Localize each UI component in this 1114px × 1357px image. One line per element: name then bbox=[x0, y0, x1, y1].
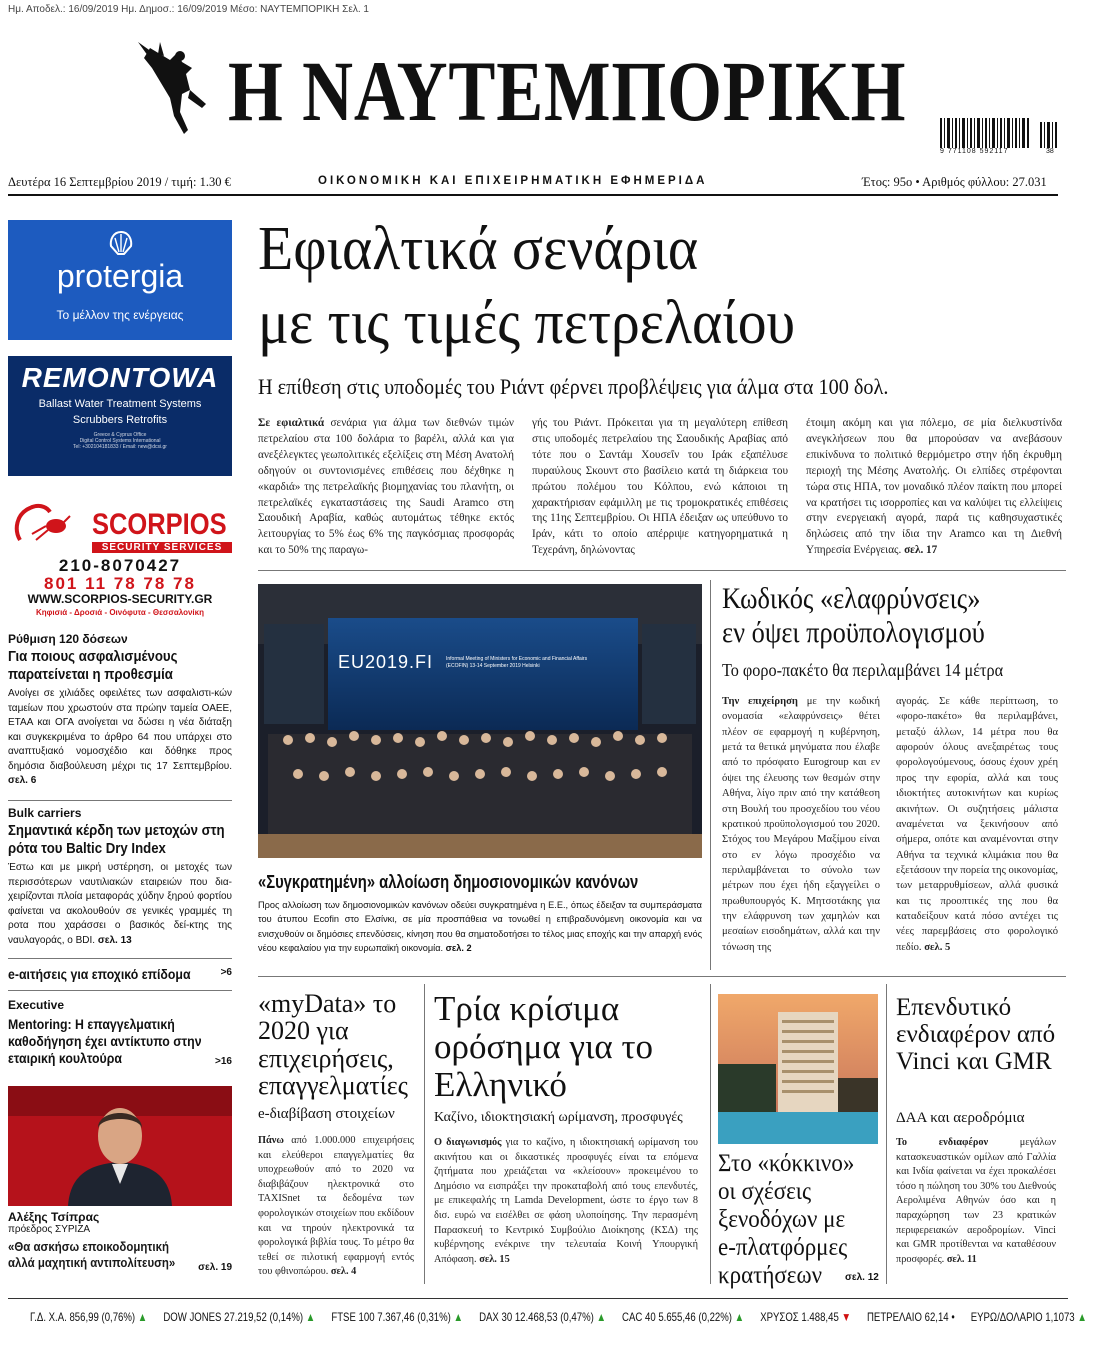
mydata-lead: Πάνω bbox=[258, 1135, 284, 1146]
tagline: ΟΙΚΟΝΟΜΙΚΗ ΚΑΙ ΕΠΙΧΕΙΡΗΜΑΤΙΚΗ ΕΦΗΜΕΡΙΔΑ bbox=[318, 175, 708, 187]
scorpios-ad[interactable] bbox=[8, 496, 232, 626]
bullet-icon: • bbox=[951, 1310, 955, 1324]
remontowa-line5: Tel: +302104181833 / Email: new@dcsi.gr bbox=[73, 444, 167, 450]
hermes-logo bbox=[130, 38, 212, 148]
sidebar-divider bbox=[8, 800, 232, 801]
page-ref: σελ. 11 bbox=[946, 1253, 977, 1265]
page-ref: σελ. 2 bbox=[445, 942, 472, 953]
tria-lead: Ο διαγωνισμός bbox=[434, 1137, 502, 1148]
story-headline: e-αιτήσεις για εποχικό επίδομα bbox=[8, 966, 191, 982]
sidebar-story-4[interactable] bbox=[8, 998, 232, 1066]
ticker-label: CAC 40 bbox=[622, 1310, 656, 1324]
ticker-value: 856,99 (0,76%) bbox=[69, 1310, 136, 1324]
ecofin-screen-title: EU2019.FI bbox=[338, 652, 434, 672]
person-name: Αλέξης Τσίπρας bbox=[8, 1210, 100, 1224]
lead-headline-line2[interactable]: με τις τιμές πετρελαίου bbox=[258, 289, 796, 357]
arrow-up-icon: ▲ bbox=[596, 1310, 607, 1324]
scorpios-phone1: 210-8070427 bbox=[58, 556, 182, 575]
arrow-up-icon: ▲ bbox=[305, 1310, 316, 1324]
story-kicker: Bulk carriers bbox=[8, 806, 82, 820]
scorpios-site: WWW.SCORPIOS-SECURITY.GR bbox=[27, 592, 213, 606]
barcode-suffix: 38 bbox=[1046, 148, 1054, 155]
codex-col2-text: αγοράς. Σε κάθε περίπτωση, το «φορο-πακέτο» θα περιλαμβάνει, μεταξύ άλλων, 14 μέτρα που θα αφορούν όλους ανεξαιρέτως τους φορολογούμενους, όσους έχουν χρέη προς την εφορία, αλλά και τους ιδιοκτήτες αυτοκινήτων και κυρίως ακινήτων. Οι συζητήσεις μάλιστα αναμένεται να ξεκινήσουν από σήμερα, οπότε και αναμένονται στην Αθήνα τα τεχνικά κλιμάκια που θα εξετάσουν την πορεία της οικονομίας, των μεταρρυθμίσεων, αλλά φυσικά και τις προοπτικές της που θα καταδείξουν κατά πόσο αντέχει τις νέες παρεμβάσεις στο φορολογικό πεδίο. bbox=[896, 696, 1058, 953]
protergia-brand: protergia bbox=[56, 258, 184, 294]
ticker-item bbox=[971, 1310, 1087, 1324]
page-ref: >16 bbox=[215, 1056, 232, 1067]
sidebar-story-2[interactable] bbox=[8, 806, 232, 948]
remontowa-ad[interactable] bbox=[8, 356, 232, 476]
lead-col2-text: γής του Ριάντ. Πρόκειται για τη μεγαλύτερη επίθεση στις υποδομές πετρελαίου της Σαουδικής Αραβίας από τότε που ο Σαντάμ Χουσεΐν του Ιράκ εξαπέλυσε πυραύλους Σκουντ στο βασίλειο κατά τη διάρκεια του πρώτου πολέμου του Κόλπου, ενώ κάποιοι τη χαρακτήρισαν εφάμιλλη με τις τρομοκρατικές επιθέσεις της 11ης Σεπτεμβρίου. Οι ΗΠΑ έδειξαν ως υπεύθυνο το Ιράν, κάτι το οποίο απέρριψε κατηγορηματικά η Τεχεράνη, δηλώνοντας bbox=[532, 417, 788, 557]
codex-col1-text: με την κωδική ονομασία «ελαφρύνσεις» θέτει πλέον σε εφαρμογή η κυβέρνηση, μετά τα θετικά μηνύματα που έλαβε από το πρόσφατο Eurogroup και εν όψει της έλευσης των θεσμών στην Αθήνα, λίγο πριν από την κατάθεση στη Βουλή του προσχεδίου του νέου κρατικού προϋπολογισμού του 2020. Στόχος του Μεγάρου Μαξίμου είναι στο εν λόγω προσχέδιο να περιλαμβάνεται το σύνολο των μέτρων που έχει ήδη εξαγγείλει ο πρωθυπουργός Κ. Μητσοτάκης για την ελάφρυνση των χαμηλών και μεσαίων εισοδημάτων, αλλά και την τόνωση της bbox=[722, 696, 880, 953]
remontowa-brand: REMONTOWA bbox=[21, 362, 219, 393]
story-text: Ανοίγει σε χιλιάδες οφειλέτες των ασφαλιστι-κών ταμείων που χρωστούν στα πρώην ταμεία ΟΑΕΕ, ΕΤΑΑ και ΟΓΑ ανοίγεται να δώσει η νέα διάταξη και συγκεκριμένα το άρθρο 64 που υπάρχει στο αναπτυξιακό νομοσχέδιο και δόθηκε προς δημόσια διαβούλευση μέχρι τις 17 Σεπτεμβρίου. bbox=[8, 688, 232, 772]
story-kicker: Executive bbox=[8, 998, 65, 1012]
ticker-label: Γ.Δ. Χ.Α. bbox=[30, 1310, 67, 1324]
clipping-info: Ημ. Αποδελ.: 16/09/2019 Ημ. Δημοσ.: 16/09/2019 Μέσο: ΝΑΥΤΕΜΠΟΡΙΚΗ Σελ. 1 bbox=[8, 4, 369, 15]
column-divider bbox=[424, 984, 425, 1284]
remontowa-line3: Greece & Cyprus Office bbox=[93, 432, 147, 438]
tsipras-photo bbox=[8, 1086, 232, 1206]
page-ref: >6 bbox=[220, 967, 232, 978]
mydata-headline[interactable]: «myData» το 2020 για επιχειρήσεις, επαγγελματίες bbox=[258, 989, 408, 1100]
ticker-label: ΠΕΤΡΕΛΑΙΟ bbox=[866, 1310, 922, 1324]
ticker-item bbox=[622, 1310, 744, 1324]
ticker-label: DOW JONES bbox=[163, 1310, 222, 1324]
scorpios-cities: Κηφισιά - Δροσιά - Οινόφυτα - Θεσσαλονίκη bbox=[35, 608, 205, 617]
ticker-label: DAX 30 bbox=[479, 1310, 513, 1324]
codex-subtitle: Το φορο-πακέτο θα περιλαμβάνει 14 μέτρα bbox=[722, 660, 1004, 680]
page-ref: σελ. 5 bbox=[924, 941, 951, 953]
mydata-text: από 1.000.000 επιχειρήσεις και ελεύθεροι επαγγελματίες θα υποχρεωθούν από το 2020 να διαβιβάζουν ηλεκτρονικά στο TAXISnet τα δεδομένα των φορολογικών στοιχείων που εκδίδουν και να τηρούν ηλεκτρονικά τα φορολογικά βιβλία τους. Το μέτρο θα τεθεί σε πιλοτική εφαρμογή εντός του φθινοπώρου. bbox=[258, 1135, 414, 1278]
tria-headline[interactable]: Τρία κρίσιμα ορόσημα για το Ελληνικό bbox=[434, 989, 654, 1104]
lead-col1-text: σενάρια για άλμα των διεθνών τιμών πετρελαίου στα 100 δολάρια το βαρέλι, αλλά και για ανεξέλεγκτες γεωπολιτικές εξελίξεις στη Μέση Ανατολή οδηγούν οι συντονισμένες επιθέσεις που δέχθηκε η «καρδιά» της πετρελαϊκής βιομηχανίας του πλανήτη, οι πετρελαϊκές εγκαταστάσεις της Saudi Aramco στη Σαουδική Αραβία, καθώς αυτομάτως τέθηκε εκτός λειτουργίας το 5% έως 6% της παγκόσμιας προσφοράς και το 50% της παραγω- bbox=[258, 417, 514, 557]
story-text: Έστω και με μικρή υστέρηση, οι μετοχές των περισσότερων ναυτιλιακών εταιρειών που δια-χειρίζονται πλοία μεταφοράς χύδην ξηρού φορτίου φαίνεται να ακολουθούν σε γενικές γραμμές τη ροτα που χαράσσει ο βασικός δεί-κτης της ναυλαγοράς, ο BDI. bbox=[8, 862, 232, 946]
codex-col1-lead: Την επιχείρηση bbox=[722, 696, 798, 707]
market-ticker bbox=[30, 1310, 1087, 1324]
scorpios-phone2: 801 11 78 78 78 bbox=[44, 574, 196, 593]
photo-story-headline[interactable]: «Συγκρατημένη» αλλοίωση δημοσιονομικών κανόνων bbox=[258, 872, 639, 892]
page-ref: σελ. 15 bbox=[479, 1253, 510, 1265]
arrow-up-icon: ▲ bbox=[453, 1310, 464, 1324]
ticker-label: ΧΡΥΣΟΣ bbox=[760, 1310, 799, 1324]
vinci-lead: Το ενδιαφέρον bbox=[896, 1137, 989, 1148]
vinci-headline[interactable]: Επενδυτικό ενδιαφέρον από Vinci και GMR bbox=[896, 994, 1056, 1075]
sidebar-divider bbox=[8, 958, 232, 959]
scorpios-service: SECURITY SERVICES bbox=[92, 542, 232, 553]
issue-number: Έτος: 95ο • Αριθμός φύλλου: 27.031 bbox=[862, 175, 1047, 189]
protergia-slogan: Το μέλλον της ενέργειας bbox=[56, 308, 184, 322]
date-price: Δευτέρα 16 Σεπτεμβρίου 2019 / τιμή: 1.30 € bbox=[8, 175, 231, 189]
page-ref: σελ. 19 bbox=[198, 1262, 232, 1273]
person-role: πρόεδρος ΣΥΡΙΖΑ bbox=[8, 1224, 91, 1235]
sidebar-divider bbox=[8, 990, 232, 991]
lead-headline-line1[interactable]: Εφιαλτικά σενάρια bbox=[258, 215, 699, 283]
lead-col3-text: έτοιμη ακόμη και για πόλεμο, σε μία διελκυστίνδα ανεγκλήσεων που θα μπορούσαν να ανεβάσουν επικίνδυνα το πολιτικό θερμόμετρο στην ήδη έκρυθμη περιοχή της Μέσης Ανατολής. Οι ελπίδες στρέφονται τώρα στις ΗΠΑ, τον μοναδικό πλέον παίκτη που μπορεί να κρατήσει τις ισορροπίες και να καλύψει τις ελλείψεις στην ενεργειακή αγορά, παρά τις καθησυχαστικές δηλώσεις από την ίδια την Aramco και τη Διεθνή Υπηρεσία Ενέργειας. bbox=[806, 417, 1062, 557]
section-divider bbox=[258, 976, 1066, 977]
ticker-item bbox=[331, 1310, 463, 1324]
sidebar-story-3[interactable] bbox=[8, 964, 232, 983]
ticker-value: 7.367,46 (0,31%) bbox=[377, 1310, 451, 1324]
ticker-value: 12.468,53 (0,47%) bbox=[514, 1310, 594, 1324]
ticker-value: 27.219,52 (0,14%) bbox=[224, 1310, 304, 1324]
column-divider bbox=[710, 580, 711, 970]
ticker-value: 62,14 bbox=[924, 1310, 949, 1324]
ticker-item bbox=[479, 1310, 606, 1324]
story-kicker: Ρύθμιση 120 δόσεων bbox=[8, 632, 128, 646]
page-ref: σελ. 6 bbox=[8, 775, 37, 786]
lead-subtitle: Η επίθεση στις υποδομές του Ριάντ φέρνει προβλέψεις για άλμα στα 100 δολ. bbox=[258, 374, 889, 399]
vinci-subtitle: ΔΑΑ και αεροδρόμια bbox=[896, 1110, 1025, 1126]
ticker-item bbox=[867, 1310, 955, 1324]
tria-text: για το καζίνο, η ιδιοκτησιακή ωρίμανση του ακινήτου και οι δικαστικές προσφυγές είναι τα επόμενα ζητήματα που χρειάζεται να «κλείσουν» προκειμένου το Δημόσιο να εισπράξει την προκαταβολή από τους επενδυτές, με επικεφαλής τη Lamda Development, ώστε το έργο των 8 δισ. ευρώ να εισέλθει σε φάση υλοποίησης. Την περασμένη Παρασκευή το Κεντρικό Συμβούλιο Διοίκησης (ΚΣΔ) της κυβέρνησης ενέκρινε την τελευταία Κοινή Υπουργική Απόφαση. bbox=[434, 1137, 698, 1265]
ticker-label: FTSE 100 bbox=[331, 1310, 375, 1324]
barcode-number: 9 771108 592117 bbox=[940, 148, 1009, 155]
photo-story-text: Προς αλλοίωση των δημοσιονομικών κανόνων οδεύει συγκρατημένα η Ε.Ε., όπως έδειξαν τα συμπεράσματα του άτυπου Ecofin στο Ελσίνκι, σε μία προσπάθεια να τονωθεί η επιβραδυνόμενη οικονομία και να ενισχυθούν οι δημόσιες επενδύσεις, κίνηση που θα σηματοδοτήσει το τέλος μιας εποχής και την απαρχή ενός νέου κεφαλαίου για την ευρωπαϊκή οικονομία. bbox=[258, 900, 702, 953]
arrow-up-icon: ▲ bbox=[734, 1310, 745, 1324]
ecofin-screen-subtitle: Informal Meeting of Ministers for Economic and Financial Affairs (ECOFIN) 13-14 September 2019 Helsinki bbox=[446, 656, 588, 669]
remontowa-line4: Digital Control Systems International bbox=[79, 438, 161, 444]
page-ref: σελ. 12 bbox=[845, 1272, 879, 1283]
ticker-item bbox=[163, 1310, 315, 1324]
ticker-value: 5.655,46 (0,22%) bbox=[658, 1310, 732, 1324]
tria-subtitle: Καζίνο, ιδιοκτησιακή ωρίμανση, προσφυγές bbox=[434, 1110, 683, 1125]
vinci-text: μεγάλων κατασκευαστικών ομίλων από Γαλλία και Ινδία φαίνεται να έχει προκαλέσει τόσο η πώληση του 30% του Διεθνούς Αερολιμένα Αθηνών όσο και η παραχώρηση των 23 κρατικών περιφερειακών αεροδρομίων. Vinci και GMR προτίθενται να καταθέσουν προσφορές. bbox=[896, 1137, 1056, 1265]
sidebar-story-1[interactable] bbox=[8, 632, 232, 789]
remontowa-line2: Scrubbers Retrofits bbox=[72, 414, 168, 426]
mydata-subtitle: e-διαβίβαση στοιχείων bbox=[258, 1106, 395, 1122]
lead-col1-lead: Σε εφιαλτικά bbox=[258, 417, 325, 429]
column-divider bbox=[886, 984, 887, 1284]
ecofin-photo bbox=[258, 584, 702, 858]
ticker-value: 1.488,45 bbox=[801, 1310, 839, 1324]
remontowa-line1: Ballast Water Treatment Systems bbox=[38, 398, 202, 410]
newspaper-title: Η ΝΑΥΤΕΜΠΟΡΙΚΗ bbox=[228, 43, 907, 139]
arrow-up-icon: ▲ bbox=[1077, 1310, 1087, 1324]
scorpion-logo-icon bbox=[12, 500, 72, 544]
ticker-label: ΕΥΡΩ/ΔΟΛΑΡΙΟ bbox=[970, 1310, 1043, 1324]
codex-headline-line2[interactable]: εν όψει προϋπολογισμού bbox=[722, 616, 985, 649]
story-headline: Σημαντικά κέρδη των μετοχών στη ρότα του Baltic Dry Index bbox=[8, 822, 225, 857]
arrow-down-icon: ▼ bbox=[841, 1310, 851, 1324]
story-quote: «Θα ασκήσω εποικοδομητική αλλά μαχητική αντιπολίτευση» bbox=[8, 1239, 176, 1270]
arrow-up-icon: ▲ bbox=[137, 1310, 148, 1324]
ticker-value: 1,1073 bbox=[1045, 1310, 1075, 1324]
section-divider bbox=[258, 570, 1066, 571]
ticker-item bbox=[30, 1310, 147, 1324]
ticker-item bbox=[760, 1310, 851, 1324]
ticker-divider bbox=[8, 1298, 1068, 1299]
page-ref: σελ. 17 bbox=[904, 544, 938, 557]
story-headline: Για ποιους ασφαλισμένους παρατείνεται η προθεσμία bbox=[8, 648, 178, 683]
story-headline: Mentoring: Η επαγγελματική καθοδήγηση έχει αντίκτυπο στην εταιρική κουλτούρα bbox=[8, 1016, 202, 1066]
masthead-rule bbox=[8, 194, 1058, 196]
scorpios-brand: SCORPIOS bbox=[92, 508, 227, 541]
hotels-headline[interactable]: Στο «κόκκινο» οι σχέσεις ξενοδόχων με e-πλατφόρμες κρατήσεων bbox=[718, 1150, 855, 1289]
hotel-photo bbox=[718, 994, 878, 1144]
protergia-ad[interactable] bbox=[8, 220, 232, 340]
column-divider bbox=[710, 984, 711, 1284]
page-ref: σελ. 13 bbox=[97, 934, 132, 946]
page-ref: σελ. 4 bbox=[330, 1266, 357, 1278]
shell-logo-icon bbox=[108, 230, 134, 256]
sidebar-story-5[interactable] bbox=[8, 1210, 232, 1273]
codex-headline-line1[interactable]: Κωδικός «ελαφρύνσεις» bbox=[722, 582, 981, 615]
